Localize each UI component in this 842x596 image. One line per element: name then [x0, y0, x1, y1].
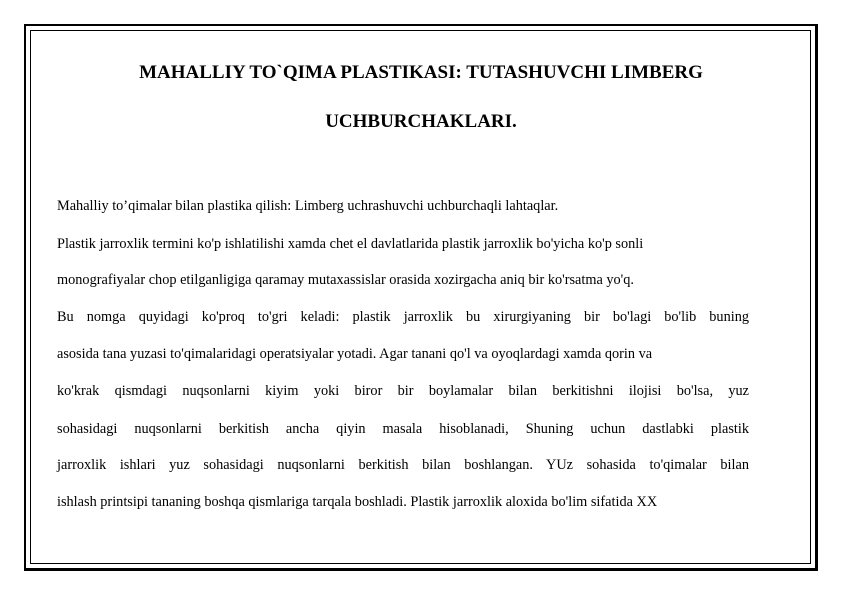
body-text-line: ko'krak qismdagi nuqsonlarni kiyim yoki biror bir boylamalar bilan berkitishni ilojisi bo'lsa, yuz	[57, 383, 749, 399]
document-title-line-2: UCHBURCHAKLARI.	[325, 111, 517, 132]
body-text-line: sohasidagi nuqsonlarni berkitish ancha qiyin masala hisoblanadi, Shuning uchun dastlabki plastik	[57, 421, 749, 437]
page-border	[24, 24, 818, 571]
document-title-line-1: MAHALLIY TO`QIMA PLASTIKASI: TUTASHUVCHI LIMBERG	[139, 62, 703, 83]
body-text-line: asosida tana yuzasi to'qimalaridagi operatsiyalar yotadi. Agar tanani qo'l va oyoqlardagi xamda qorin va	[57, 346, 653, 362]
body-text-line: Bu nomga quyidagi ko'proq to'gri keladi: plastik jarroxlik bu xirurgiyaning bir bo'lagi bo'lib buning	[57, 309, 749, 325]
body-text-line: jarroxlik ishlari yuz sohasidagi nuqsonlarni berkitish bilan boshlangan. YUz sohasida to'qimalar bilan	[57, 457, 749, 473]
body-text-line: Plastik jarroxlik termini ko'p ishlatilishi xamda chet el davlatlarida plastik jarroxlik bo'yicha ko'p sonli	[57, 236, 644, 252]
body-text-line: monografiyalar chop etilganligiga qaramay mutaxassislar orasida xozirgacha aniq bir ko'rsatma yo'q.	[57, 272, 634, 288]
body-text-line: Mahalliy to’qimalar bilan plastika qilish: Limberg uchrashuvchi uchburchaqli lahtaqlar.	[57, 198, 559, 214]
body-text-line: ishlash printsipi tananing boshqa qismlariga tarqala boshladi. Plastik jarroxlik aloxida bo'lim sifatida XX	[57, 494, 658, 510]
